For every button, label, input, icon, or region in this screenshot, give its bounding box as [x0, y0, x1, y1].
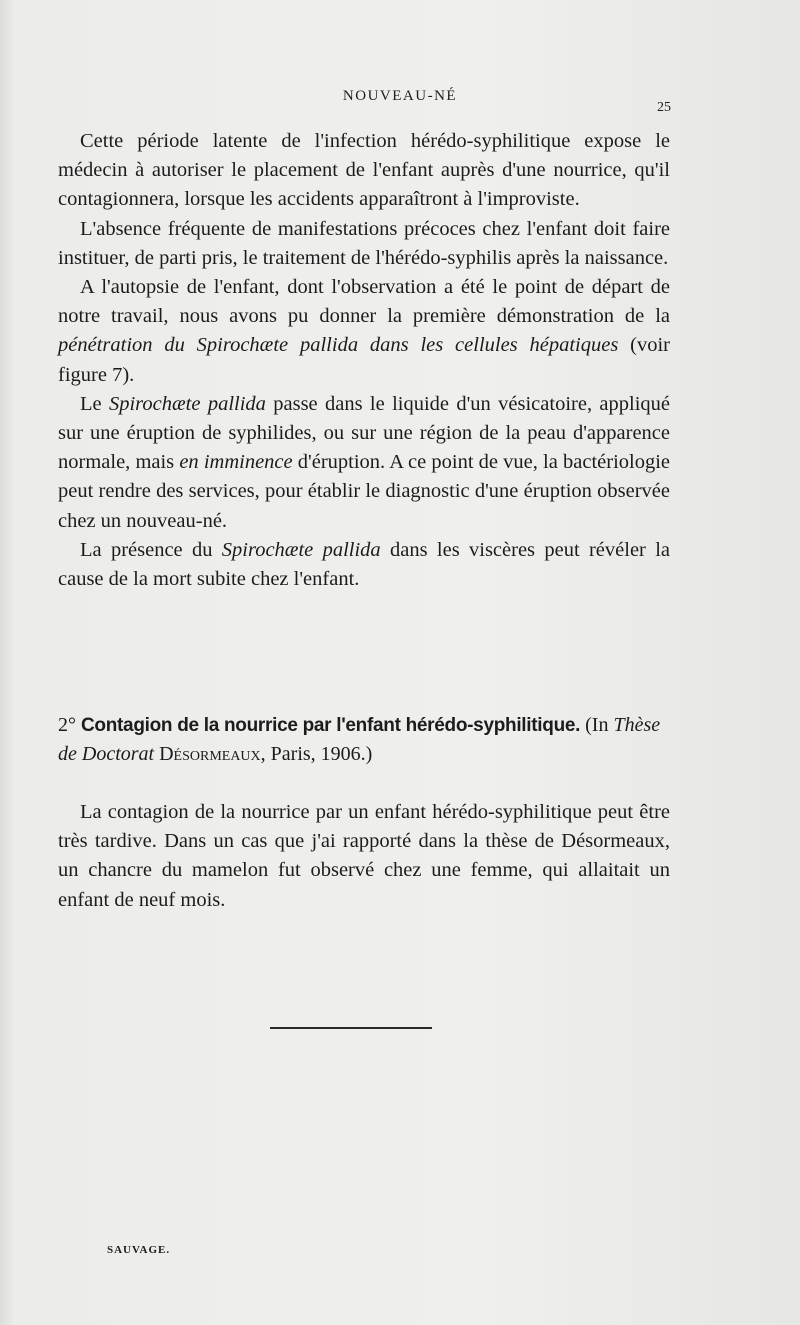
paragraph-vesicatory-italic-1: Spirochæte pallida: [108, 392, 266, 415]
paragraph-viscera: [58, 536, 670, 594]
footer-signature: SAUVAGE.: [107, 1244, 171, 1256]
section-ref-rest: , Paris, 1906.): [260, 743, 373, 765]
section-text: [58, 798, 670, 915]
paragraph-viscera-text-b: dans les viscères peut révéler la cause de la mort subite chez l'enfant.: [58, 538, 670, 591]
paragraph-latent-period: Cette période latente de l'infection hérédo-syphilitique expose le médecin à autoriser le placement de l'enfant auprès d'une nourrice, qu'il contagionnera, lorsque les accidents apparaîtront à l'improviste.: [58, 130, 670, 211]
running-head: NOUVEAU-NÉ: [342, 88, 458, 104]
paragraph-autopsy-text-b: (voir figure 7).: [58, 334, 670, 386]
paragraph-viscera-italic: Spirochæte pallida: [221, 538, 381, 561]
paragraph-vesicatory-text-a: Le: [80, 392, 109, 415]
paragraph-vesicatory-text-c: d'éruption. A ce point de vue, la bactériologie peut rendre des services, pour établir le diagnostic d'une éruption observée chez un nouveau-né.: [58, 451, 671, 532]
section-ref-author: Désormeaux: [159, 743, 261, 765]
paragraph-early-treatment: L'absence fréquente de manifestations précoces chez l'enfant doit faire instituer, de parti pris, le traitement de l'hérédo-syphilis après la naissance.: [58, 217, 670, 269]
paragraph-vesicatory-text-b: passe dans le liquide d'un vésicatoire, appliqué sur une éruption de syphilides, ou sur une région de la peau d'apparence normale, mais: [58, 392, 671, 474]
body-text: [58, 127, 670, 594]
paragraph-autopsy: [58, 273, 670, 390]
paragraph-vesicatory-italic-2: en imminence: [179, 451, 293, 474]
paragraph-viscera-text-a: La présence du: [80, 538, 222, 561]
paragraph-autopsy-italic: pénétration du Spirochæte pallida dans les cellules hépatiques: [58, 334, 619, 357]
paragraph-autopsy-text-a: A l'autopsie de l'enfant, dont l'observation a été le point de départ de notre travail, nous avons pu donner la première démonstration de la: [58, 276, 670, 328]
section-ref-open: (In: [580, 714, 614, 736]
page-number: 25: [657, 100, 671, 115]
end-rule: [270, 1027, 432, 1029]
section-title: Contagion de la nourrice par l'enfant hérédo-syphilitique.: [81, 715, 581, 736]
paragraph-wet-nurse: La contagion de la nourrice par un enfant hérédo-syphilitique peut être très tardive. Dans un cas que j'ai rapporté dans la thèse de Désormeaux, un chancre du mamelon fut observé chez une femme, qui allaitait un enfant de neuf mois.: [58, 801, 670, 911]
section-ref-italic: Thèse de Doctorat: [58, 714, 661, 765]
paragraph-vesicatory: [58, 390, 670, 536]
section-heading: [58, 711, 678, 769]
section-number: 2°: [58, 714, 76, 736]
